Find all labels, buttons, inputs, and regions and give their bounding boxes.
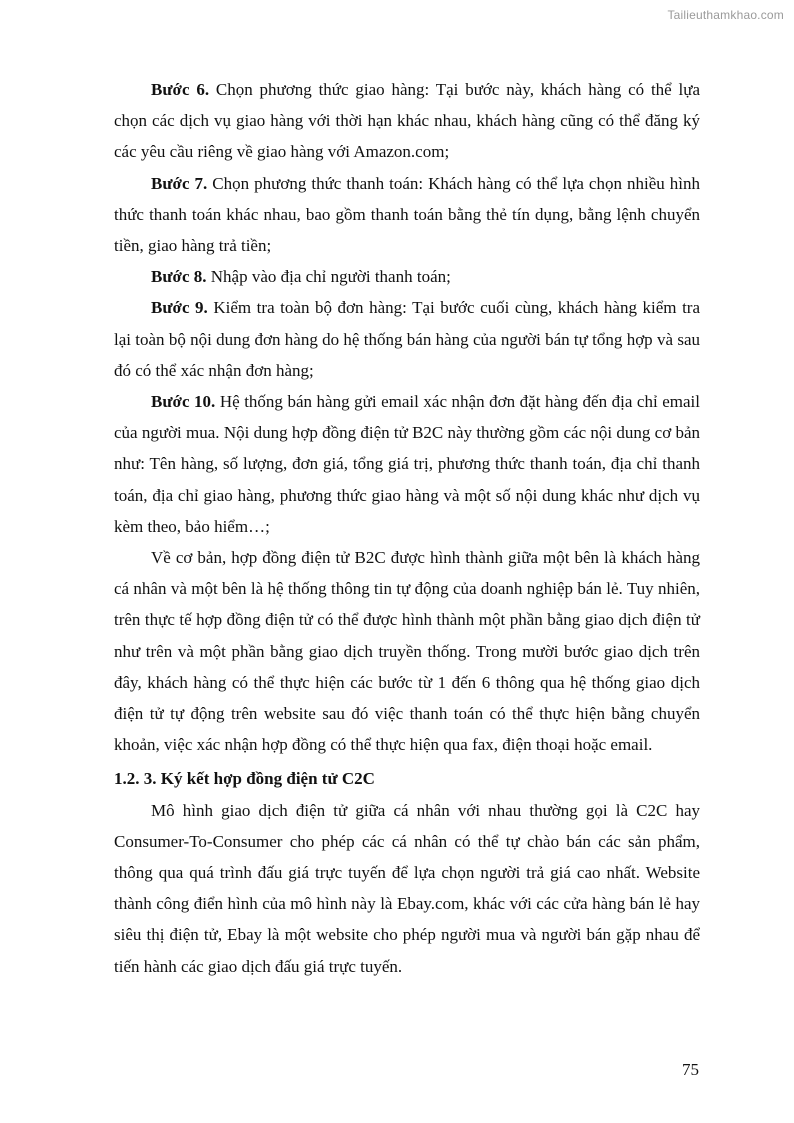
c2c-paragraph <box>114 795 700 982</box>
step-7-paragraph <box>114 168 700 262</box>
step-text: Kiểm tra toàn bộ đơn hàng: Tại bước cuối cùng, khách hàng kiểm tra lại toàn bộ nội dung đơn hàng do hệ thống bán hàng của người bán tự tổng hợp và sau đó có thể xác nhận đơn hàng; <box>114 298 700 380</box>
body-text: Về cơ bản, hợp đồng điện tử B2C được hình thành giữa một bên là khách hàng cá nhân và một bên là hệ thống thông tin tự động của doanh nghiệp bán lẻ. Tuy nhiên, trên thực tế hợp đồng điện tử có thể được hình thành một phần bằng giao dịch điện tử như trên và một phần bằng giao dịch truyền thống. Trong mười bước giao dịch trên đây, khách hàng có thể thực hiện các bước từ 1 đến 6 thông qua hệ thống giao dịch điện tử tự động trên website sau đó việc thanh toán có thể thực hiện bằng chuyển khoản, việc xác nhận hợp đồng có thể thực hiện qua fax, điện thoại hoặc email. <box>114 548 700 755</box>
step-label: Bước 10. <box>151 392 216 412</box>
body-text: Mô hình giao dịch điện tử giữa cá nhân với nhau thường gọi là C2C hay Consumer-To-Consumer cho phép các cá nhân có thể tự chào bán các sản phẩm, thông qua quá trình đấu giá trực tuyến để lựa chọn người trả giá cao nhất. Website thành công điển hình của mô hình này là Ebay.com, khác với các cửa hàng bán lẻ hay siêu thị điện tử, Ebay là một website cho phép người mua và người bán gặp nhau để tiến hành các giao dịch đấu giá trực tuyến. <box>114 800 700 976</box>
step-label: Bước 7. <box>151 173 208 193</box>
step-label: Bước 9. <box>151 298 208 318</box>
step-6-paragraph <box>114 74 700 168</box>
watermark-text: Tailieuthamkhao.com <box>667 8 784 22</box>
step-label: Bước 8. <box>151 267 207 287</box>
step-9-paragraph <box>114 292 700 386</box>
step-text: Hệ thống bán hàng gửi email xác nhận đơn đặt hàng đến địa chỉ email của người mua. Nội dung hợp đồng điện tử B2C này thường gồm các nội dung cơ bản như: Tên hàng, số lượng, đơn giá, tổng giá trị, phương thức thanh toán, địa chỉ thanh toán, địa chỉ giao hàng, phương thức giao hàng và một số nội dung khác như dịch vụ kèm theo, bảo hiểm…; <box>114 392 700 536</box>
step-text: Nhập vào địa chỉ người thanh toán; <box>206 267 451 287</box>
step-text: Chọn phương thức giao hàng: Tại bước này, khách hàng có thể lựa chọn các dịch vụ giao hàng với thời hạn khác nhau, khách hàng cũng có thể đăng ký các yêu cầu riêng về giao hàng với Amazon.com; <box>114 80 701 162</box>
step-text: Chọn phương thức thanh toán: Khách hàng có thể lựa chọn nhiều hình thức thanh toán khác nhau, bao gồm thanh toán bằng thẻ tín dụng, bằng lệnh chuyển tiền, giao hàng trả tiền; <box>114 173 700 256</box>
step-10-paragraph <box>114 386 700 542</box>
page-content <box>114 74 700 982</box>
step-label: Bước 6. <box>151 80 210 99</box>
section-heading: 1.2. 3. Ký kết hợp đồng điện tử C2C <box>114 769 375 789</box>
b2c-summary-paragraph <box>114 542 700 760</box>
page-number: 75 <box>682 1060 699 1079</box>
step-8-paragraph <box>114 261 700 292</box>
